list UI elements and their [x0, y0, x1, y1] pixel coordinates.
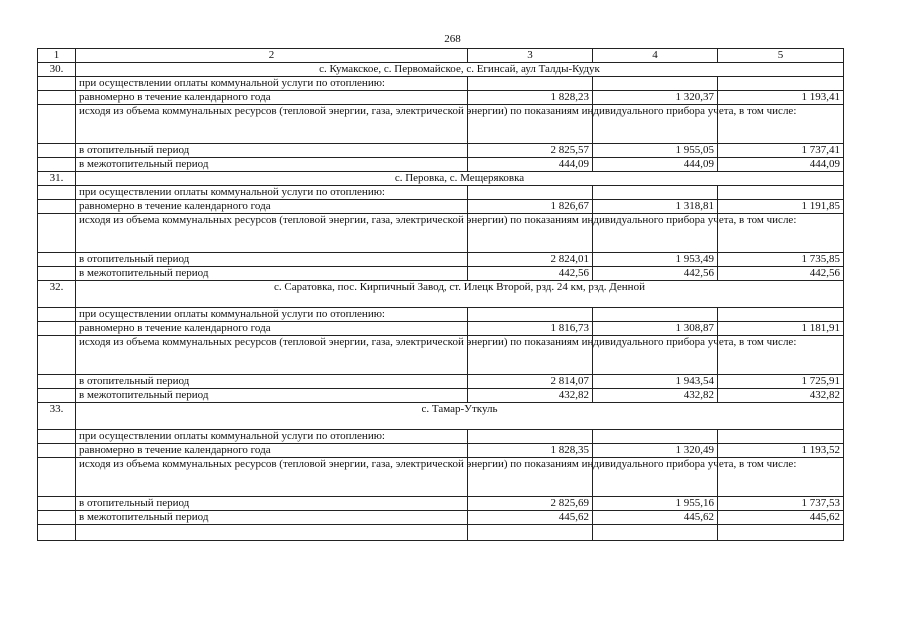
tariff-row: [38, 375, 844, 389]
row-description: в межотопительный период: [76, 511, 468, 525]
tariff-value: [468, 308, 593, 322]
tariff-value: 1 737,53: [718, 497, 844, 511]
tariff-value: [468, 77, 593, 91]
row-description: исходя из объема коммунальных ресурсов (тепловой энергии, газа, электрической энергии) по показаниям индивидуального прибора учета, в том числе:: [76, 458, 468, 497]
tariff-row: [38, 389, 844, 403]
tariff-value: 1 955,05: [593, 144, 718, 158]
tariff-value: [718, 430, 844, 444]
tariff-value: 1 735,85: [718, 253, 844, 267]
tariff-value: [593, 77, 718, 91]
tariff-value: 1 191,85: [718, 200, 844, 214]
row-description: в межотопительный период: [76, 267, 468, 281]
tariff-value: 442,56: [468, 267, 593, 281]
row-description: при осуществлении оплаты коммунальной услуги по отоплению:: [76, 186, 468, 200]
tariff-value: 1 828,35: [468, 444, 593, 458]
row-number-cell: [38, 267, 76, 281]
row-description: равномерно в течение календарного года: [76, 200, 468, 214]
tariff-value: 1 318,81: [593, 200, 718, 214]
tariff-value: [468, 186, 593, 200]
tariff-value: 1 955,16: [593, 497, 718, 511]
blank-cell: [38, 525, 76, 541]
row-description: равномерно в течение календарного года: [76, 91, 468, 105]
row-number-cell: [38, 458, 76, 497]
tariff-value: 432,82: [718, 389, 844, 403]
blank-row: [38, 525, 844, 541]
row-number-cell: [38, 375, 76, 389]
row-number-cell: [38, 511, 76, 525]
row-number-cell: [38, 105, 76, 144]
tariff-row: [38, 458, 844, 497]
row-description: исходя из объема коммунальных ресурсов (тепловой энергии, газа, электрической энергии) по показаниям индивидуального прибора учета, в том числе:: [76, 214, 468, 253]
section-header-row: [38, 172, 844, 186]
section-header-row: [38, 63, 844, 77]
tariff-value: 2 825,57: [468, 144, 593, 158]
row-description: при осуществлении оплаты коммунальной услуги по отоплению:: [76, 77, 468, 91]
tariff-value: [593, 430, 718, 444]
tariff-row: [38, 497, 844, 511]
settlement-names: с. Тамар-Уткуль: [76, 403, 844, 430]
row-number-cell: [38, 144, 76, 158]
blank-cell: [468, 525, 593, 541]
row-number-cell: [38, 200, 76, 214]
tariff-value: 444,09: [718, 158, 844, 172]
tariff-value: 444,09: [468, 158, 593, 172]
row-description: в отопительный период: [76, 375, 468, 389]
blank-cell: [718, 525, 844, 541]
row-description: в отопительный период: [76, 144, 468, 158]
tariff-row: [38, 105, 844, 144]
settlement-names: с. Саратовка, пос. Кирпичный Завод, ст. Илецк Второй, рзд. 24 км, рзд. Денной: [76, 281, 844, 308]
tariff-value: 432,82: [468, 389, 593, 403]
tariff-value: 1 308,87: [593, 322, 718, 336]
row-description: при осуществлении оплаты коммунальной услуги по отоплению:: [76, 430, 468, 444]
column-number: 2: [76, 49, 468, 63]
tariff-row: [38, 444, 844, 458]
row-description: исходя из объема коммунальных ресурсов (тепловой энергии, газа, электрической энергии) по показаниям индивидуального прибора учета, в том числе:: [76, 105, 468, 144]
blank-cell: [593, 525, 718, 541]
row-description: равномерно в течение календарного года: [76, 322, 468, 336]
page-number: 268: [444, 33, 461, 45]
tariff-value: 442,56: [593, 267, 718, 281]
row-number-cell: [38, 186, 76, 200]
tariff-value: 1 943,54: [593, 375, 718, 389]
tariff-value: [593, 186, 718, 200]
row-number-cell: [38, 253, 76, 267]
tariff-value: 2 814,07: [468, 375, 593, 389]
tariff-row: [38, 200, 844, 214]
row-number-cell: [38, 158, 76, 172]
tariff-row: [38, 267, 844, 281]
tariff-value: [593, 308, 718, 322]
row-description: в отопительный период: [76, 497, 468, 511]
settlement-names: с. Перовка, с. Мещеряковка: [76, 172, 844, 186]
section-number: 30.: [38, 63, 76, 77]
tariff-value: [718, 308, 844, 322]
row-number-cell: [38, 497, 76, 511]
tariff-row: [38, 144, 844, 158]
row-description: в межотопительный период: [76, 158, 468, 172]
column-number: 1: [38, 49, 76, 63]
column-number: 4: [593, 49, 718, 63]
tariff-value: 1 320,49: [593, 444, 718, 458]
tariff-row: [38, 77, 844, 91]
tariff-row: [38, 322, 844, 336]
tariff-value: 2 825,69: [468, 497, 593, 511]
section-number: 31.: [38, 172, 76, 186]
section-number: 33.: [38, 403, 76, 430]
tariff-row: [38, 430, 844, 444]
tariff-row: [38, 186, 844, 200]
row-number-cell: [38, 308, 76, 322]
blank-cell: [76, 525, 468, 541]
row-description: равномерно в течение календарного года: [76, 444, 468, 458]
row-description: в отопительный период: [76, 253, 468, 267]
tariff-value: 445,62: [468, 511, 593, 525]
tariff-value: 432,82: [593, 389, 718, 403]
tariff-table: [37, 48, 844, 541]
tariff-row: [38, 253, 844, 267]
tariff-row: [38, 158, 844, 172]
row-number-cell: [38, 322, 76, 336]
section-header-row: [38, 403, 844, 430]
tariff-value: 445,62: [718, 511, 844, 525]
row-number-cell: [38, 430, 76, 444]
row-number-cell: [38, 336, 76, 375]
tariff-row: [38, 511, 844, 525]
tariff-row: [38, 336, 844, 375]
row-number-cell: [38, 444, 76, 458]
tariff-value: 1 193,41: [718, 91, 844, 105]
tariff-value: 445,62: [593, 511, 718, 525]
row-number-cell: [38, 389, 76, 403]
row-number-cell: [38, 77, 76, 91]
settlement-names: с. Кумакское, с. Первомайское, с. Егинсай, аул Талды-Кудук: [76, 63, 844, 77]
tariff-value: 2 824,01: [468, 253, 593, 267]
row-description: исходя из объема коммунальных ресурсов (тепловой энергии, газа, электрической энергии) по показаниям индивидуального прибора учета, в том числе:: [76, 336, 468, 375]
tariff-row: [38, 214, 844, 253]
tariff-value: [468, 430, 593, 444]
tariff-value: 442,56: [718, 267, 844, 281]
tariff-value: 444,09: [593, 158, 718, 172]
tariff-value: 1 828,23: [468, 91, 593, 105]
section-number: 32.: [38, 281, 76, 308]
tariff-value: 1 826,67: [468, 200, 593, 214]
section-header-row: [38, 281, 844, 308]
tariff-value: [718, 186, 844, 200]
tariff-value: 1 725,91: [718, 375, 844, 389]
column-number: 5: [718, 49, 844, 63]
tariff-row: [38, 91, 844, 105]
column-number: 3: [468, 49, 593, 63]
tariff-value: 1 320,37: [593, 91, 718, 105]
tariff-value: 1 816,73: [468, 322, 593, 336]
tariff-value: [718, 77, 844, 91]
row-description: при осуществлении оплаты коммунальной услуги по отоплению:: [76, 308, 468, 322]
row-description: в межотопительный период: [76, 389, 468, 403]
row-number-cell: [38, 214, 76, 253]
row-number-cell: [38, 91, 76, 105]
tariff-value: 1 953,49: [593, 253, 718, 267]
column-number-row: [38, 49, 844, 63]
tariff-value: 1 193,52: [718, 444, 844, 458]
tariff-value: 1 181,91: [718, 322, 844, 336]
tariff-value: 1 737,41: [718, 144, 844, 158]
tariff-row: [38, 308, 844, 322]
